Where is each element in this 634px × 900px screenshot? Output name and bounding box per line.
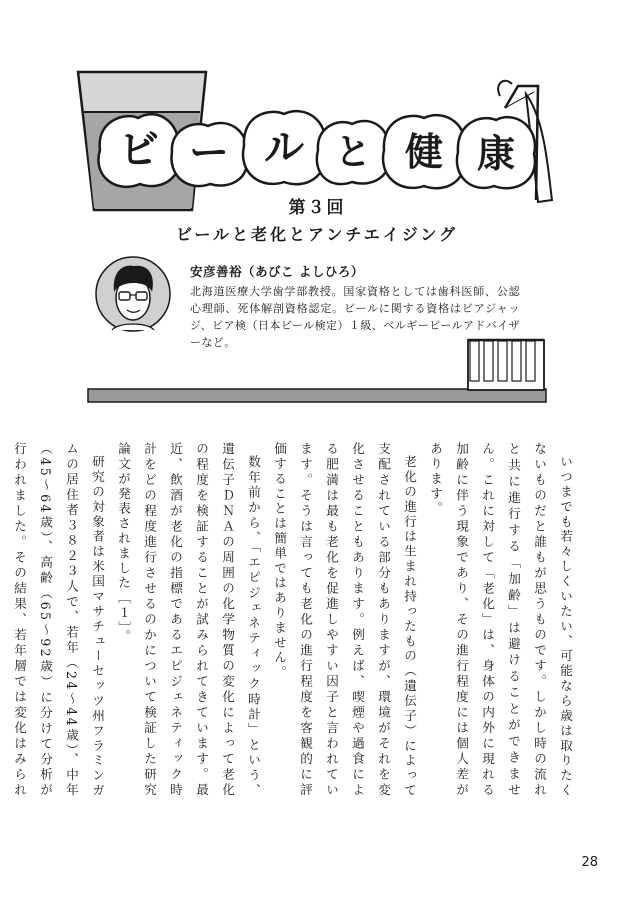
author-name: 安彦善裕（あびこ よしひろ） bbox=[190, 264, 364, 279]
title-char: ー bbox=[189, 130, 229, 176]
title-char: 康 bbox=[476, 131, 516, 176]
title-badge-5 bbox=[383, 115, 465, 188]
article-title: ビールと老化とアンチエイジング bbox=[175, 225, 459, 244]
author-portrait bbox=[96, 257, 170, 331]
title-badge-1 bbox=[98, 114, 179, 187]
title-badge-6 bbox=[457, 117, 535, 188]
body-paragraph: 数年前から、「エピジェネティック時計」という、遺伝子ＤＮＡの周囲の化学物質の変化によって老化の程度を検証することが試みられてきています。最近、飲酒が老化の指標であるエピジェネティック時計をどの程度進行させるのかについて検証した研究論文が発表されました［１］。 bbox=[116, 442, 261, 798]
author-bio: 北海道医療大学歯学部教授。国家資格としては歯科医師、公認心理師、死体解剖資格認定。ビールに関する資格はビアジャッジ、ビア検（日本ビール検定）１級、ベルギービールアドバイザーなど。 bbox=[190, 285, 520, 349]
title-char: ビ bbox=[119, 127, 159, 173]
body-paragraph: いつまでも若々しくいたい、可能なら歳は取りたくないものだと誰もが思うものです。しかし時の流れと共に進行する「加齢」は避けることができません。これに対して「老化」は、身体の内外に現れる加齢に伴う現象であり、その進行程度には個人差があります。 bbox=[428, 442, 573, 798]
title-badge-2 bbox=[171, 123, 247, 186]
body-paragraph: 老化の進行は生まれ持ったもの（遺伝子）によって支配されている部分もありますが、環境がそれを変化させることもあります。例えば、喫煙や過食による肥満は最も老化を促進しやすい因子と言われています。そうは言っても老化の進行程度を客観的に評価することは簡単ではありません。 bbox=[272, 442, 417, 798]
page-number: 28 bbox=[581, 855, 598, 870]
series-number: 第３回 bbox=[288, 198, 346, 218]
title-badge-4 bbox=[317, 121, 389, 184]
title-char: ル bbox=[264, 125, 304, 171]
body-paragraph: 研究の対象者は米国マサチューセッツ州フラミンガムの居住者３８２３人で、若年（24～44歳）、中年（45～64歳）、高齢（65～92歳）に分けて分析が行われました。その結果、若年層では変化はみられ bbox=[12, 442, 105, 798]
title-char: と bbox=[334, 132, 372, 173]
article-body bbox=[12, 442, 578, 798]
title-char: 健 bbox=[404, 129, 444, 174]
title-badge-3 bbox=[243, 111, 325, 184]
title-illustration bbox=[0, 0, 634, 440]
